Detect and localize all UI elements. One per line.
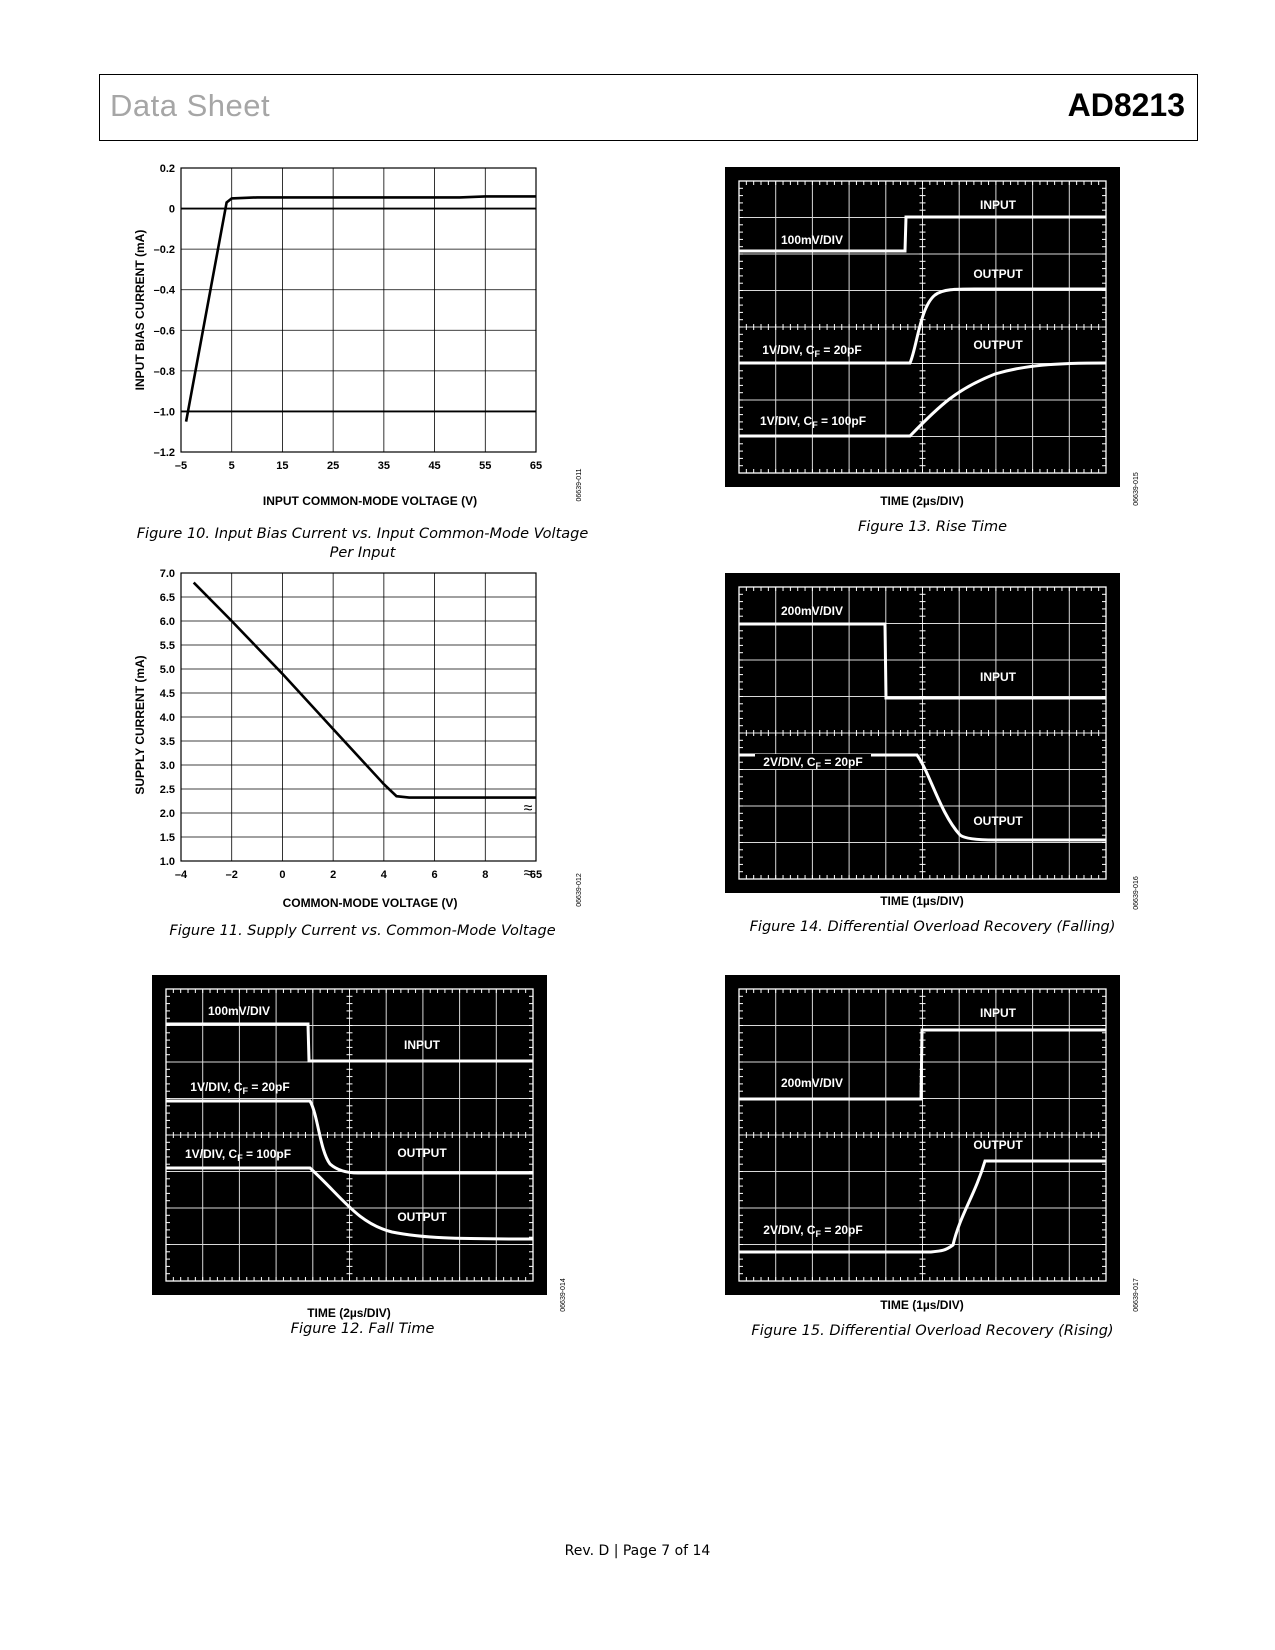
fig12-scale3-label: 1V/DIV, $C_F = 100pF$: [184, 1147, 292, 1163]
fig10-x-tick-label: 55: [479, 460, 492, 472]
fig11-break-symbol-top: ≈: [523, 800, 533, 817]
figure-15-scope: [725, 975, 1145, 1330]
fig14-scale2-label: 2V/DIV, $C_F = 20pF$: [763, 755, 863, 771]
fig15-scale1-label: 200mV/DIV: [780, 1076, 844, 1090]
fig10-x-tick-label: 25: [327, 460, 340, 472]
fig12-scale1-label: 100mV/DIV: [207, 1004, 271, 1018]
fig13-figure-code: 06639-015: [1133, 472, 1140, 506]
fig10-x-tick-label: 5: [228, 460, 235, 472]
fig13-output2-label: OUTPUT: [973, 338, 1023, 352]
fig10-figure-code: 06639-011: [576, 468, 583, 502]
fig14-input-label: INPUT: [980, 670, 1016, 684]
fig10-y-tick-label: 0.2: [159, 163, 175, 175]
fig11-y-tick-label: 1.5: [159, 832, 175, 844]
fig11-caption-text: Figure 11. Supply Current vs. Common-Mode Voltage: [169, 923, 556, 939]
fig11-y-tick-label: 2.0: [159, 808, 175, 820]
fig11-y-tick-label: 5.5: [159, 640, 175, 652]
fig10-y-tick-label: 0: [168, 203, 175, 216]
fig11-x-tick-label: –4: [174, 869, 188, 881]
figure-10-caption: [130, 525, 595, 563]
figure-11-chart: [130, 565, 590, 925]
figure-10-chart: [130, 160, 590, 520]
header-doc-type: Data Sheet: [110, 88, 271, 123]
figure-12-caption: [130, 1320, 595, 1339]
fig11-x-axis-label: COMMON-MODE VOLTAGE (V): [282, 896, 458, 910]
fig11-x-tick-label: 2: [330, 869, 337, 881]
fig11-y-tick-label: 3.0: [159, 760, 175, 772]
fig12-output1-label: OUTPUT: [397, 1146, 447, 1160]
fig10-y-tick-label: –0.8: [153, 365, 175, 378]
fig11-x-tick-label: 0: [279, 869, 286, 881]
fig15-figure-code: 06639-017: [1133, 1278, 1140, 1312]
figure-14-scope: [725, 573, 1145, 928]
fig10-x-tick-label: 15: [276, 460, 289, 472]
fig11-y-tick-label: 3.5: [159, 736, 175, 748]
fig11-x-tick-label: 6: [431, 869, 438, 881]
fig10-x-tick-label: 45: [428, 460, 441, 472]
fig13-time-label: TIME (2µs/DIV): [880, 494, 964, 508]
fig11-figure-code: 06639-012: [576, 873, 583, 907]
fig10-y-tick-label: –0.2: [153, 244, 175, 257]
page-footer: Rev. D | Page 7 of 14: [564, 1543, 711, 1559]
fig10-y-axis-label: INPUT BIAS CURRENT (mA): [133, 229, 147, 391]
fig13-input-label: INPUT: [980, 198, 1016, 212]
figure-14-caption: [700, 918, 1165, 937]
fig15-time-label: TIME (1µs/DIV): [880, 1298, 964, 1312]
figure-13-scope: [725, 167, 1145, 522]
fig10-y-tick-label: –1.2: [153, 447, 175, 459]
fig12-input-label: INPUT: [404, 1038, 440, 1052]
fig11-x-tick-label: –2: [225, 869, 238, 881]
fig10-caption-line1: Figure 10. Input Bias Current vs. Input Common-Mode Voltage: [136, 526, 589, 542]
fig10-y-tick-label: –1.0: [153, 406, 175, 419]
fig13-output1-label: OUTPUT: [973, 267, 1023, 281]
fig12-output2-label: OUTPUT: [397, 1210, 447, 1224]
fig12-caption-text: Figure 12. Fall Time: [290, 1321, 435, 1337]
fig12-figure-code: 06639-014: [560, 1278, 567, 1312]
fig11-y-axis-label: SUPPLY CURRENT (mA): [133, 655, 147, 795]
fig15-caption-text: Figure 15. Differential Overload Recovery (Rising): [751, 1323, 1114, 1339]
fig10-grid: [181, 168, 536, 452]
fig15-output-label: OUTPUT: [973, 1138, 1023, 1152]
header-part-number: AD8213: [1067, 87, 1185, 123]
fig10-y-tick-label: –0.4: [153, 284, 175, 297]
page-header: [99, 74, 1198, 141]
fig10-plot-frame: [181, 168, 536, 452]
fig12-scale2-label: 1V/DIV, $C_F = 20pF$: [190, 1080, 290, 1096]
fig11-x-tick-labels: [175, 869, 542, 881]
fig11-grid: [181, 573, 536, 861]
fig11-y-tick-labels: [160, 568, 175, 868]
fig13-scale3-label: 1V/DIV, $C_F = 100pF$: [759, 414, 867, 430]
fig13-caption-text: Figure 13. Rise Time: [857, 519, 1008, 535]
fig10-x-axis-label: INPUT COMMON-MODE VOLTAGE (V): [262, 494, 478, 508]
fig10-x-tick-label: –5: [174, 460, 188, 472]
fig10-y-tick-label: –0.6: [153, 325, 175, 338]
fig11-y-tick-label: 1.0: [159, 856, 175, 868]
figure-15-caption: [700, 1322, 1165, 1341]
fig10-x-tick-label: 35: [377, 460, 390, 472]
fig13-scale1-label: 100mV/DIV: [780, 233, 844, 247]
fig10-bias-current-line: [186, 196, 536, 421]
fig11-x-tick-label: 8: [482, 869, 489, 881]
figure-12-scope: [152, 975, 572, 1330]
figure-11-caption: [130, 922, 595, 941]
fig14-output-label: OUTPUT: [973, 814, 1023, 828]
fig10-x-tick-label: 65: [529, 460, 543, 472]
fig14-caption-text: Figure 14. Differential Overload Recovery (Falling): [749, 919, 1116, 935]
fig15-scale2-label: 2V/DIV, $C_F = 20pF$: [763, 1223, 863, 1239]
fig13-scale2-label: 1V/DIV, $C_F = 20pF$: [762, 343, 862, 359]
fig11-break-symbol-bottom: ≈: [523, 865, 533, 882]
fig11-y-tick-label: 5.0: [159, 664, 175, 676]
figure-13-caption: [700, 518, 1165, 537]
fig10-caption-line2: Per Input: [329, 545, 396, 561]
fig11-y-tick-label: 7.0: [159, 568, 175, 580]
fig10-y-tick-labels: [154, 163, 176, 459]
fig11-y-tick-label: 4.5: [159, 688, 175, 700]
fig10-x-tick-labels: [175, 460, 542, 472]
fig11-x-tick-label: 4: [380, 869, 387, 881]
fig11-y-tick-label: 6.0: [159, 616, 175, 628]
fig14-scale1-label: 200mV/DIV: [780, 604, 844, 618]
fig11-x-tick-label: 65: [529, 869, 543, 881]
fig11-y-tick-label: 2.5: [159, 784, 175, 796]
fig14-time-label: TIME (1µs/DIV): [880, 894, 964, 908]
fig11-y-tick-label: 6.5: [159, 592, 175, 604]
fig12-time-label: TIME (2µs/DIV): [307, 1306, 391, 1320]
fig14-figure-code: 06639-016: [1133, 876, 1140, 910]
fig11-y-tick-label: 4.0: [159, 712, 175, 724]
fig15-input-label: INPUT: [980, 1006, 1016, 1020]
